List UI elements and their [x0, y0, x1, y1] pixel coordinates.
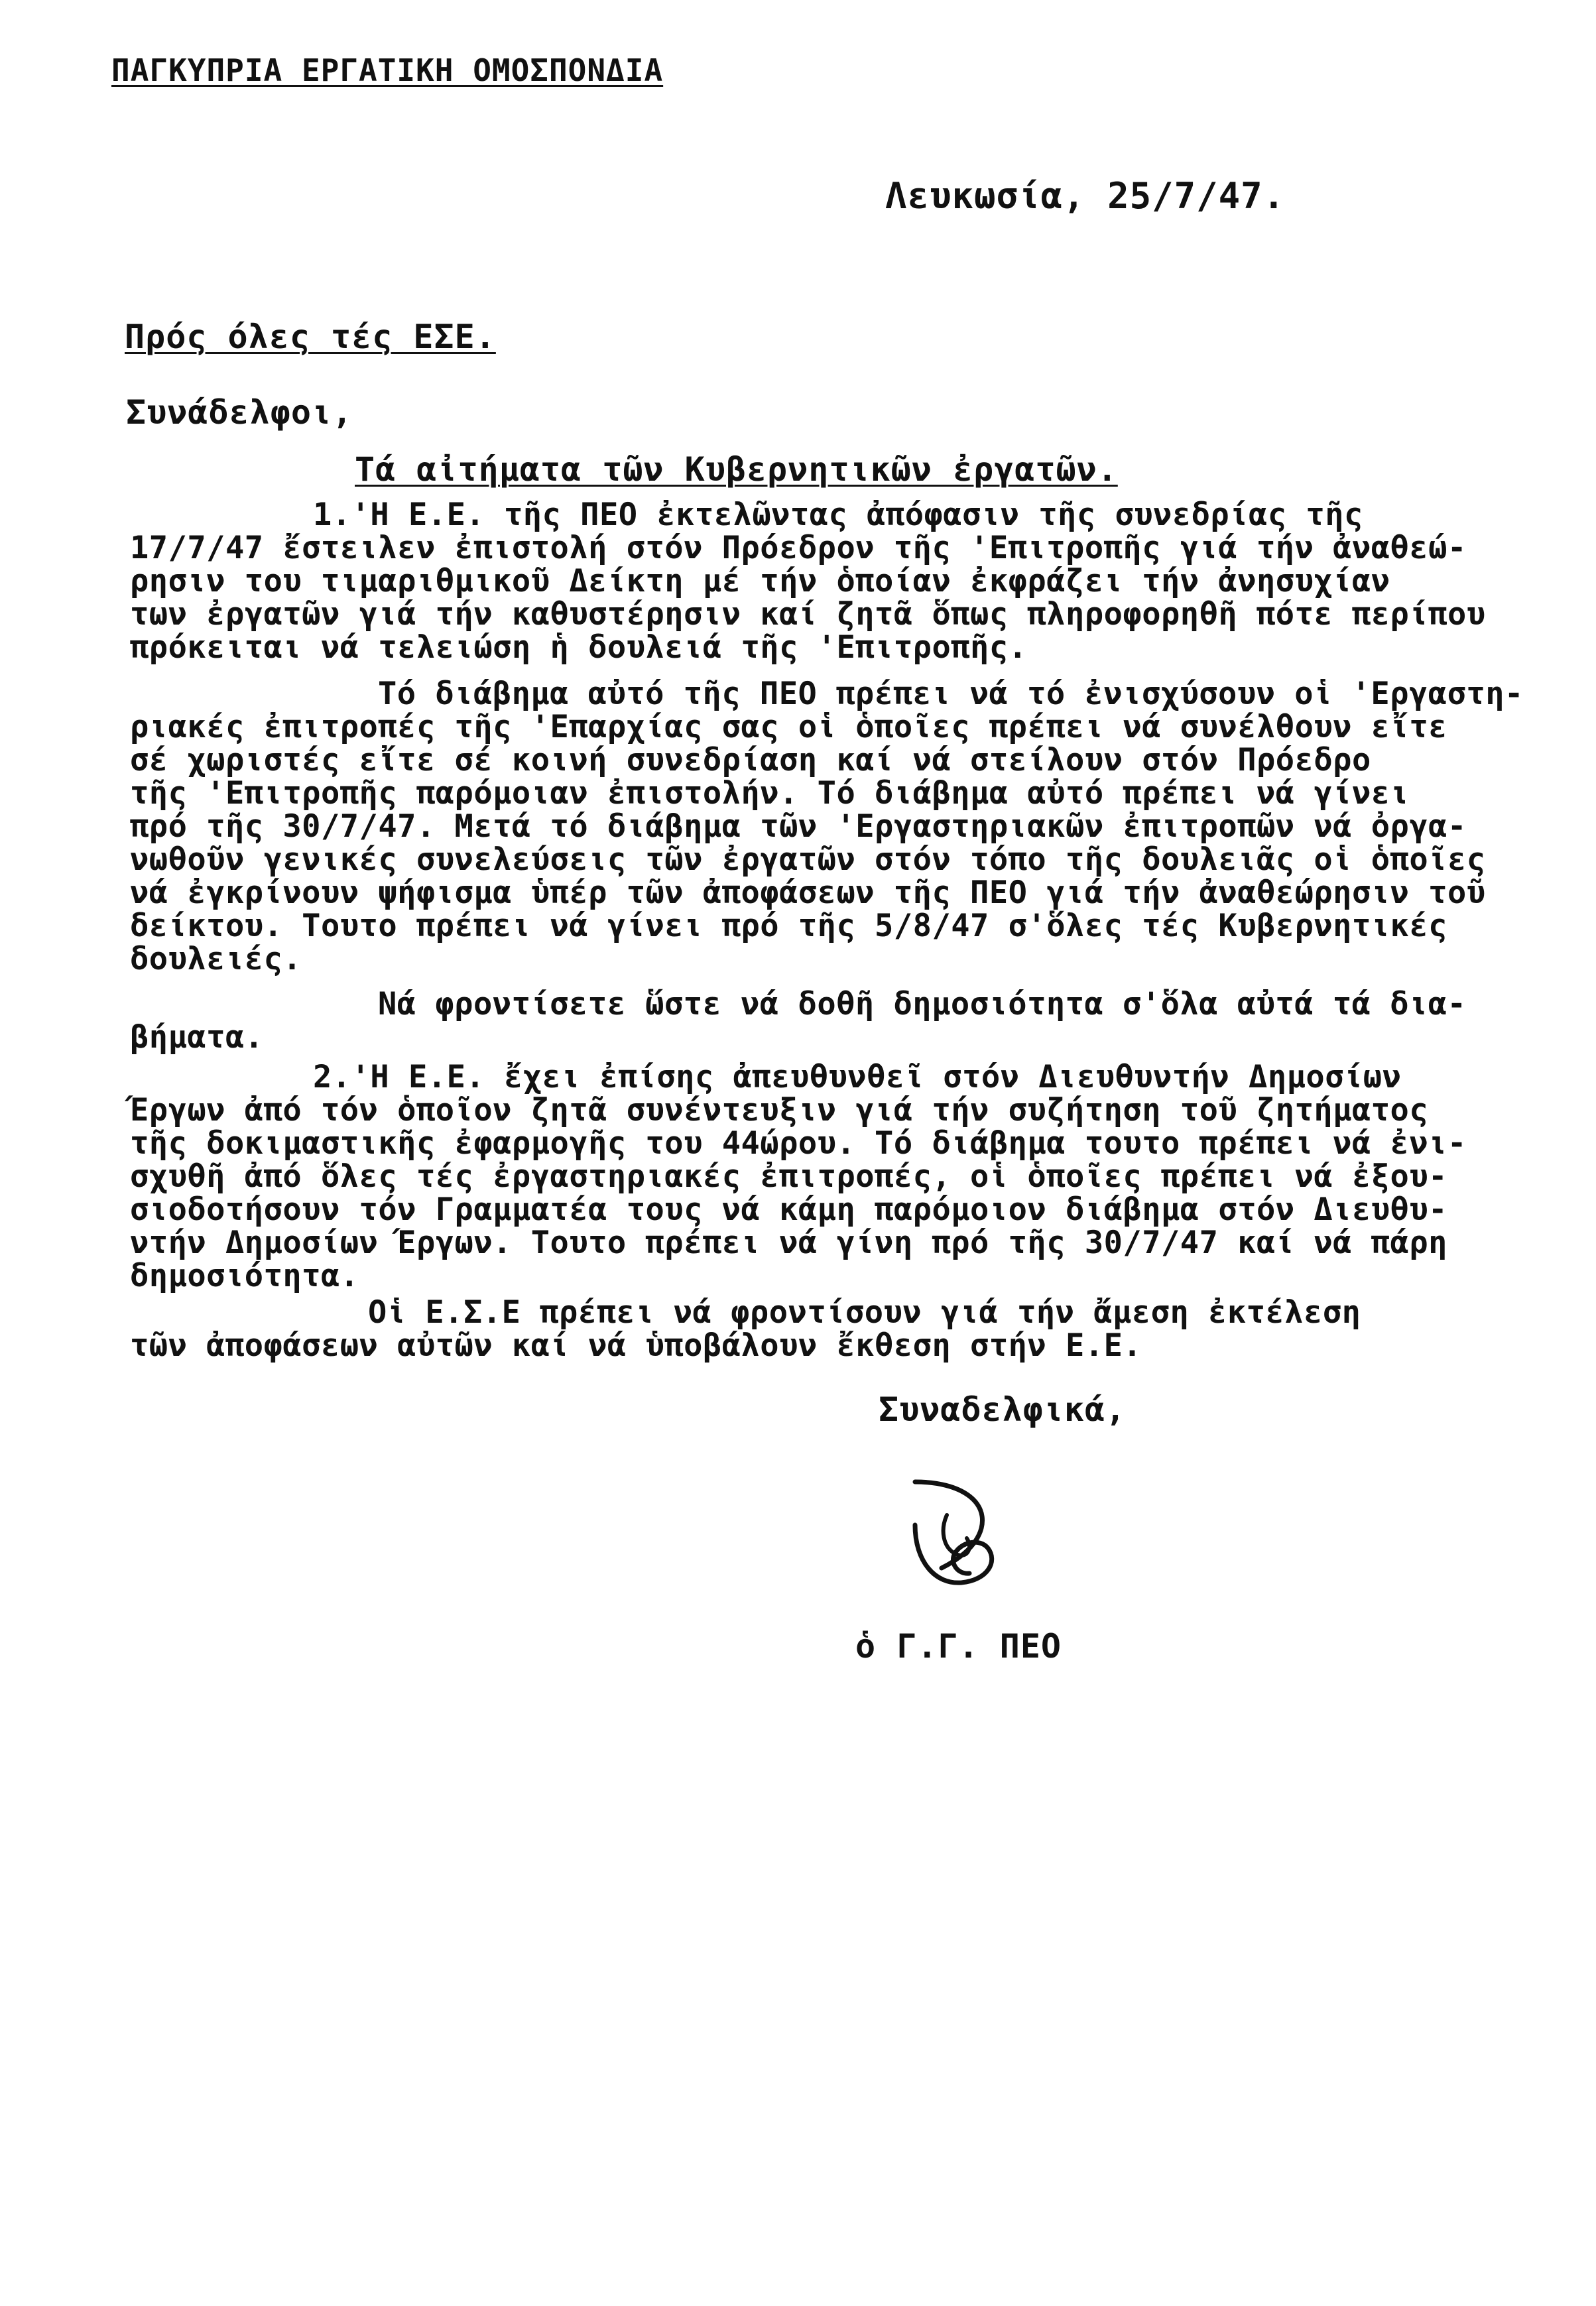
- signature-icon: [889, 1469, 1034, 1595]
- body-line: ντήν Δημοσίων Έργων. Τουτο πρέπει νά γίνη πρό τῆς 30/7/47 καί νά πάρη: [130, 1225, 1447, 1261]
- body-line: ριακές ἐπιτροπές τῆς 'Επαρχίας σας οἱ ὁποῖες πρέπει νά συνέλθουν εἴτε: [130, 709, 1447, 745]
- body-line: Τό διάβημα αὐτό τῆς ΠΕΟ πρέπει νά τό ἐνισχύσουν οἱ 'Εργαστη-: [378, 676, 1524, 712]
- body-line: τῶν ἀποφάσεων αὐτῶν καί νά ὑποβάλουν ἔκθεση στήν Ε.Ε.: [130, 1327, 1142, 1364]
- body-line: των ἐργατῶν γιά τήν καθυστέρησιν καί ζητᾶ ὅπως πληροφορηθῆ πότε περίπου: [130, 596, 1486, 633]
- body-line: δουλειές.: [130, 941, 302, 977]
- subject-heading: Τά αἰτήματα τῶν Κυβερνητικῶν ἐργατῶν.: [355, 450, 1118, 489]
- salutation: Συνάδελφοι,: [126, 393, 353, 432]
- body-line: πρόκειται νά τελειώση ἡ δουλειά τῆς 'Επιτροπῆς.: [130, 629, 1028, 666]
- closing: Συναδελφικά,: [879, 1390, 1127, 1429]
- body-line: δημοσιότητα.: [130, 1258, 359, 1294]
- body-line: 2.'Η Ε.Ε. ἔχει ἐπίσης ἀπευθυνθεῖ στόν Διευθυντήν Δημοσίων: [313, 1059, 1402, 1095]
- body-line: ρησιν του τιμαριθμικοῦ Δείκτη μέ τήν ὁποίαν ἐκφράζει τήν ἀνησυχίαν: [130, 563, 1390, 599]
- body-line: Έργων ἀπό τόν ὁποῖον ζητᾶ συνέντευξιν γιά τήν συζήτηση τοῦ ζητήματος: [130, 1092, 1429, 1128]
- body-line: πρό τῆς 30/7/47. Μετά τό διάβημα τῶν 'Εργαστηριακῶν ἐπιτροπῶν νά ὀργα-: [130, 808, 1467, 845]
- addressee: Πρός όλες τές ΕΣΕ.: [125, 318, 496, 356]
- letterhead: ΠΑΓΚΥΠΡΙΑ ΕΡΓΑΤΙΚΗ ΟΜΟΣΠΟΝΔΙΑ: [111, 52, 664, 88]
- body-line: βήματα.: [130, 1019, 264, 1056]
- body-line: 1.'Η Ε.Ε. τῆς ΠΕΟ ἐκτελῶντας ἀπόφασιν τῆς συνεδρίας τῆς: [313, 497, 1363, 533]
- body-line: σέ χωριστές εἴτε σέ κοινή συνεδρίαση καί νά στείλουν στόν Πρόεδρο: [130, 742, 1371, 778]
- body-line: τῆς 'Επιτροπῆς παρόμοιαν ἐπιστολήν. Τό διάβημα αὐτό πρέπει νά γίνει: [130, 775, 1410, 812]
- letter-date: Λευκωσία, 25/7/47.: [885, 175, 1286, 217]
- signatory: ὁ Γ.Γ. ΠΕΟ: [855, 1627, 1062, 1666]
- body-line: νωθοῦν γενικές συνελεύσεις τῶν ἐργατῶν στόν τόπο τῆς δουλειᾶς οἱ ὁποῖες: [130, 841, 1486, 878]
- body-line: τῆς δοκιμαστικῆς ἐφαρμογῆς του 44ώρου. Τό διάβημα τουτο πρέπει νά ἐνι-: [130, 1125, 1467, 1162]
- body-line: 17/7/47 ἔστειλεν ἐπιστολή στόν Πρόεδρον τῆς 'Επιτροπῆς γιά τήν ἀναθεώ-: [130, 530, 1467, 566]
- body-line: σιοδοτήσουν τόν Γραμματέα τους νά κάμη παρόμοιον διάβημα στόν Διευθυ-: [130, 1191, 1447, 1228]
- body-line: δείκτου. Τουτο πρέπει νά γίνει πρό τῆς 5/8/47 σ'ὅλες τές Κυβερνητικές: [130, 908, 1447, 944]
- body-line: σχυθῆ ἀπό ὅλες τές ἐργαστηριακές ἐπιτροπές, οἱ ὁποῖες πρέπει νά ἐξου-: [130, 1158, 1447, 1195]
- body-line: νά ἐγκρίνουν ψήφισμα ὑπέρ τῶν ἀποφάσεων τῆς ΠΕΟ γιά τήν ἀναθεώρησιν τοῦ: [130, 875, 1486, 911]
- body-line: Νά φροντίσετε ὥστε νά δοθῆ δημοσιότητα σ'ὅλα αὐτά τά δια-: [378, 986, 1467, 1022]
- body-line: Οἱ Ε.Σ.Ε πρέπει νά φροντίσουν γιά τήν ἄμεση ἐκτέλεση: [368, 1294, 1361, 1331]
